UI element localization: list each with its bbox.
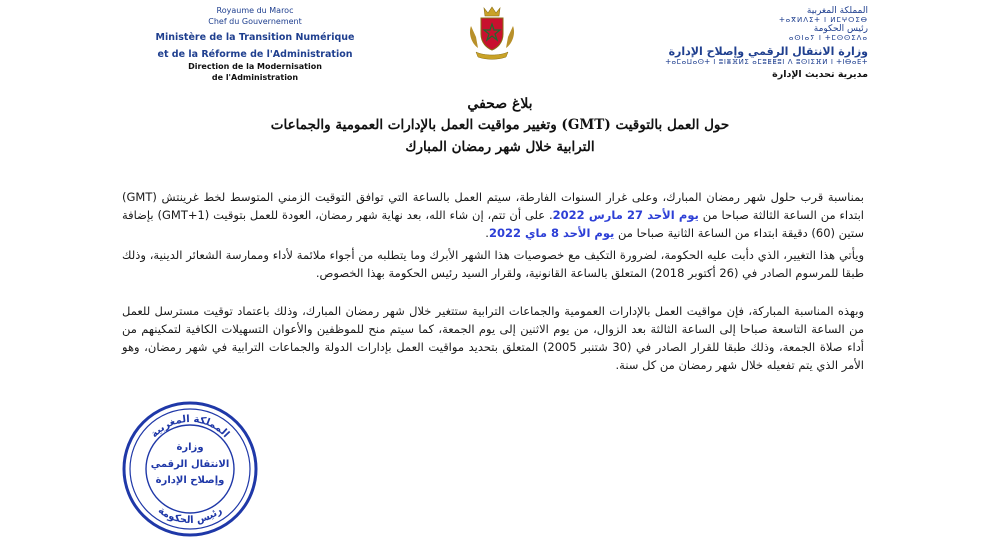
directorate-fr-line1: Direction de la Modernisation	[188, 62, 322, 71]
document-titles	[140, 94, 860, 158]
paragraph-1-text-e: .	[485, 226, 489, 240]
stamp-top-arc-text: المملكة المغربية	[148, 413, 232, 441]
head-of-government-label-fr: Chef du Gouvernement	[208, 17, 302, 26]
paragraph-1	[122, 188, 864, 242]
ministry-name-fr-line2: et de la Réforme de l'Administration	[157, 49, 353, 60]
letterhead-arabic	[596, 6, 868, 80]
stamp-line-admin-reform: وإصلاح الإدارة	[155, 475, 225, 486]
stamp-bottom-arc-text: رئيس الحكومة	[155, 505, 225, 527]
directorate-ar: مديرية تحديث الإدارة	[772, 69, 868, 80]
paragraph-2: ويأتي هذا التغيير، الذي دأبت عليه الحكومة، لضرورة التكيف مع خصوصيات هذا الشهر الأبرك وما يتطلبه من أجواء ملائمة لأداء وممارسة الشعائر الدينية، وذلك طبقا للمرسوم الصادر في (26 أكتوبر 2018) المتعلق بالساعة القانونية، ولقرار السيد رئيس الحكومة بهذا الخصوص.	[122, 248, 864, 280]
paragraph-1-text-a: بمناسبة قرب حلول شهر رمضان المبارك، وعلى غرار السنوات الفارطة، سيتم العمل بالساعة التي توافق التوقيت الزمني المتوسط لخط غرينتش (GMT) ابتداء من الساعة الثالثة صباحا من	[122, 190, 864, 222]
press-release-heading: بلاغ صحفي	[467, 96, 533, 112]
kingdom-label-fr: Royaume du Maroc	[216, 6, 294, 15]
subject-line-2: الترابية خلال شهر رمضان المبارك	[405, 139, 595, 155]
end-date-highlight: يوم الأحد 8 ماي 2022	[488, 226, 615, 240]
stamp-line-digital-transition: الانتقال الرقمي	[150, 459, 230, 470]
head-of-government-label-ar: رئيس الحكومة	[813, 24, 868, 34]
paragraph-3: وبهذه المناسبة المباركة، فإن مواقيت العمل بالإدارات العمومية والجماعات الترابية ستتغير خلال شهر رمضان المبارك، وذلك باعتماد توقيت مسترسل للعمل من الساعة التاسعة صباحا إلى الساعة الثالثة بعد الزوال، من يوم الاثنين إلى يوم الجمعة، كما سيتم منح للموظفين والأعوان التسهيلات الكافية لتمكينهم من أداء صلاة الجمعة، وذلك طبقا للقرار الصادر في (30 شتنبر 2005) المتعلق بتحديد مواقيت العمل بإدارات الدولة والجماعات الترابية في شهر رمضان، وهو الأمر الذي يتم تفعيله خلال شهر رمضان من كل سنة.	[122, 304, 865, 372]
svg-text:رئيس الحكومة	[156, 505, 225, 526]
directorate-fr-line2: de l'Administration	[211, 73, 299, 82]
stamp-line-ministry: وزارة	[176, 442, 204, 453]
letterhead-french	[120, 6, 390, 82]
ministry-name-ar: وزارة الانتقال الرقمي وإصلاح الإدارة	[668, 45, 868, 58]
moroccan-coat-of-arms-icon	[466, 4, 518, 60]
start-date-highlight: يوم الأحد 27 مارس 2022	[552, 208, 699, 222]
kingdom-label-ar: المملكة المغربية	[806, 6, 868, 16]
head-of-government-label-tifinagh: ⴰⵙⵏⴰⵢ ⵏ ⵜⵎⵙⵙⵉⴷⴰ	[788, 34, 868, 42]
ministry-name-tifinagh: ⵜⴰⵎⴰⵡⴰⵙⵜ ⵏ ⵓⵏⴻⴼⵍⵉ ⴰⵎⵓⵟⵟⵓⵏ ⴷ ⵓⵙⵏⵉⴼⵍ ⵏ ⵜⵏⴱⴰⴹⵜ	[665, 58, 868, 66]
paragraph-1-text-c: . على أن تتم، إن شاء الله، بعد نهاية شهر رمضان، العودة للعمل بتوقيت (GMT+1) بإضافة ستين (60) دقيقة ابتداء من الساعة الثانية صباحا من	[122, 208, 864, 240]
ministry-name-fr-line1: Ministère de la Transition Numérique	[155, 32, 355, 43]
kingdom-label-tifinagh: ⵜⴰⴳⵍⴷⵉⵜ ⵏ ⵍⵎⵖⵔⵉⴱ	[779, 16, 868, 24]
subject-line-1: حول العمل بالتوقيت (GMT) وتغيير مواقيت العمل بالإدارات العمومية والجماعات	[270, 117, 730, 133]
